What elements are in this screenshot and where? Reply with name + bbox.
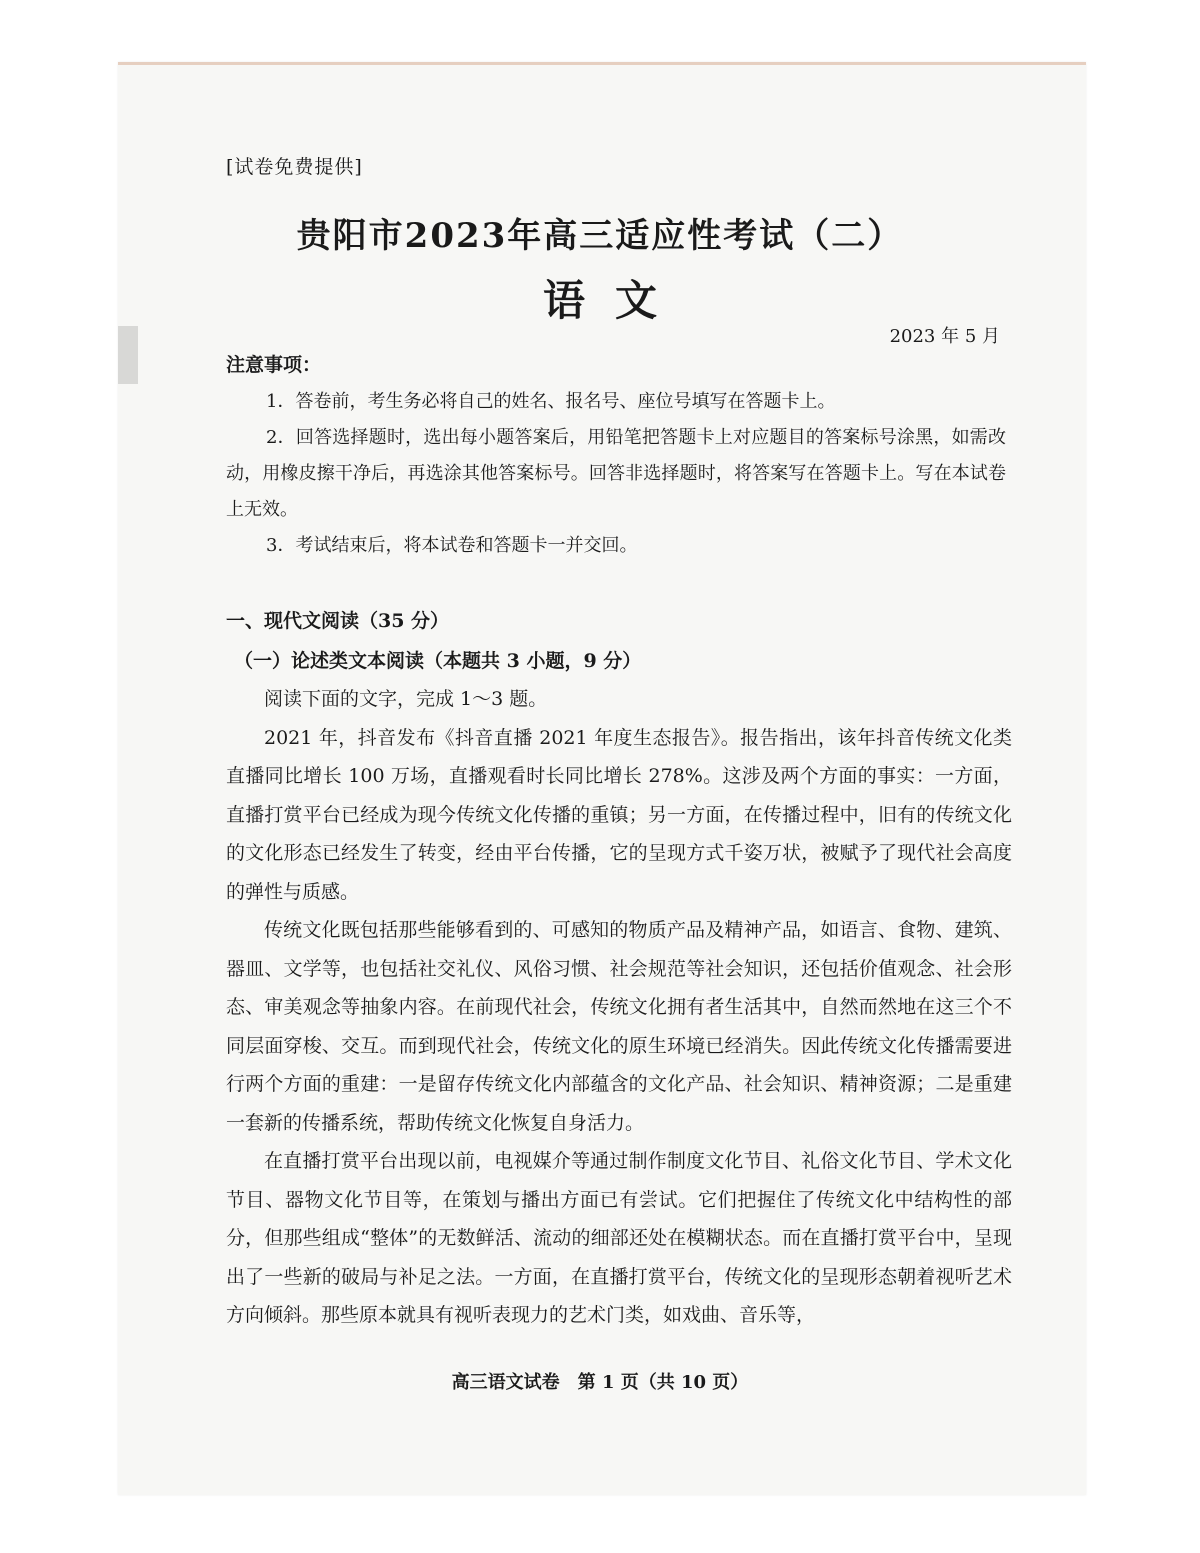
passage-paragraph: 在直播打赏平台出现以前，电视媒介等通过制作制度文化节目、礼俗文化节目、学术文化节目、器物文化节目等，在策划与播出方面已有尝试。它们把握住了传统文化中结构性的部分，但那些组成“整体”的无数鲜活、流动的细部还处在模糊状态。而在直播打赏平台中，呈现出了一些新的破局与补足之法。一方面，在直播打赏平台，传统文化的呈现形态朝着视听艺术方向倾斜。那些原本就具有视听表现力的艺术门类，如戏曲、音乐等，	[226, 1150, 1012, 1326]
notice-heading: 注意事项：	[226, 354, 322, 376]
notice-item: 3．考试结束后，将本试卷和答题卡一并交回。	[266, 535, 638, 556]
section-subheading: （一）论述类文本阅读（本题共 3 小题，9 分）	[234, 650, 642, 672]
notice-list	[226, 384, 1006, 564]
scan-edge-mark	[118, 326, 138, 384]
page-footer: 高三语文试卷 第 1 页（共 10 页）	[451, 1372, 749, 1393]
free-provided-tag: [试卷免费提供]	[226, 156, 363, 178]
passage-paragraph: 2021 年，抖音发布《抖音直播 2021 年度生态报告》。报告指出，该年抖音传统文化类直播同比增长 100 万场，直播观看时长同比增长 278%。这涉及两个方面的事实：一方面，直播打赏平台已经成为现今传统文化传播的重镇；另一方面，在传播过程中，旧有的传统文化的文化形态已经发生了转变，经由平台传播，它的呈现方式千姿万状，被赋予了现代社会高度的弹性与质感。	[226, 726, 1012, 903]
notice-item: 1．答卷前，考生务必将自己的姓名、报名号、座位号填写在答题卡上。	[266, 391, 836, 412]
passage-paragraph: 传统文化既包括那些能够看到的、可感知的物质产品及精神产品，如语言、食物、建筑、器皿、文学等，也包括社交礼仪、风俗习惯、社会规范等社会知识，还包括价值观念、社会形态、审美观念等抽象内容。在前现代社会，传统文化拥有者生活其中，自然而然地在这三个不同层面穿梭、交互。而到现代社会，传统文化的原生环境已经消失。因此传统文化传播需要进行两个方面的重建：一是留存传统文化内部蕴含的文化产品、社会知识、精神资源；二是重建一套新的传播系统，帮助传统文化恢复自身活力。	[226, 919, 1012, 1134]
reading-instruction: 阅读下面的文字，完成 1～3 题。	[264, 688, 548, 710]
section-heading: 一、现代文阅读（35 分）	[226, 610, 450, 632]
exam-date: 2023 年 5 月	[889, 326, 1000, 347]
subject-title: 语文	[542, 276, 687, 325]
reading-passage	[226, 680, 1012, 1335]
notice-item: 2．回答选择题时，选出每小题答案后，用铅笔把答题卡上对应题目的答案标号涂黑，如需改动，用橡皮擦干净后，再选涂其他答案标号。回答非选择题时，将答案写在答题卡上。写在本试卷上无效。	[226, 427, 1006, 520]
exam-title: 贵阳市2023年高三适应性考试（二）	[296, 216, 904, 256]
